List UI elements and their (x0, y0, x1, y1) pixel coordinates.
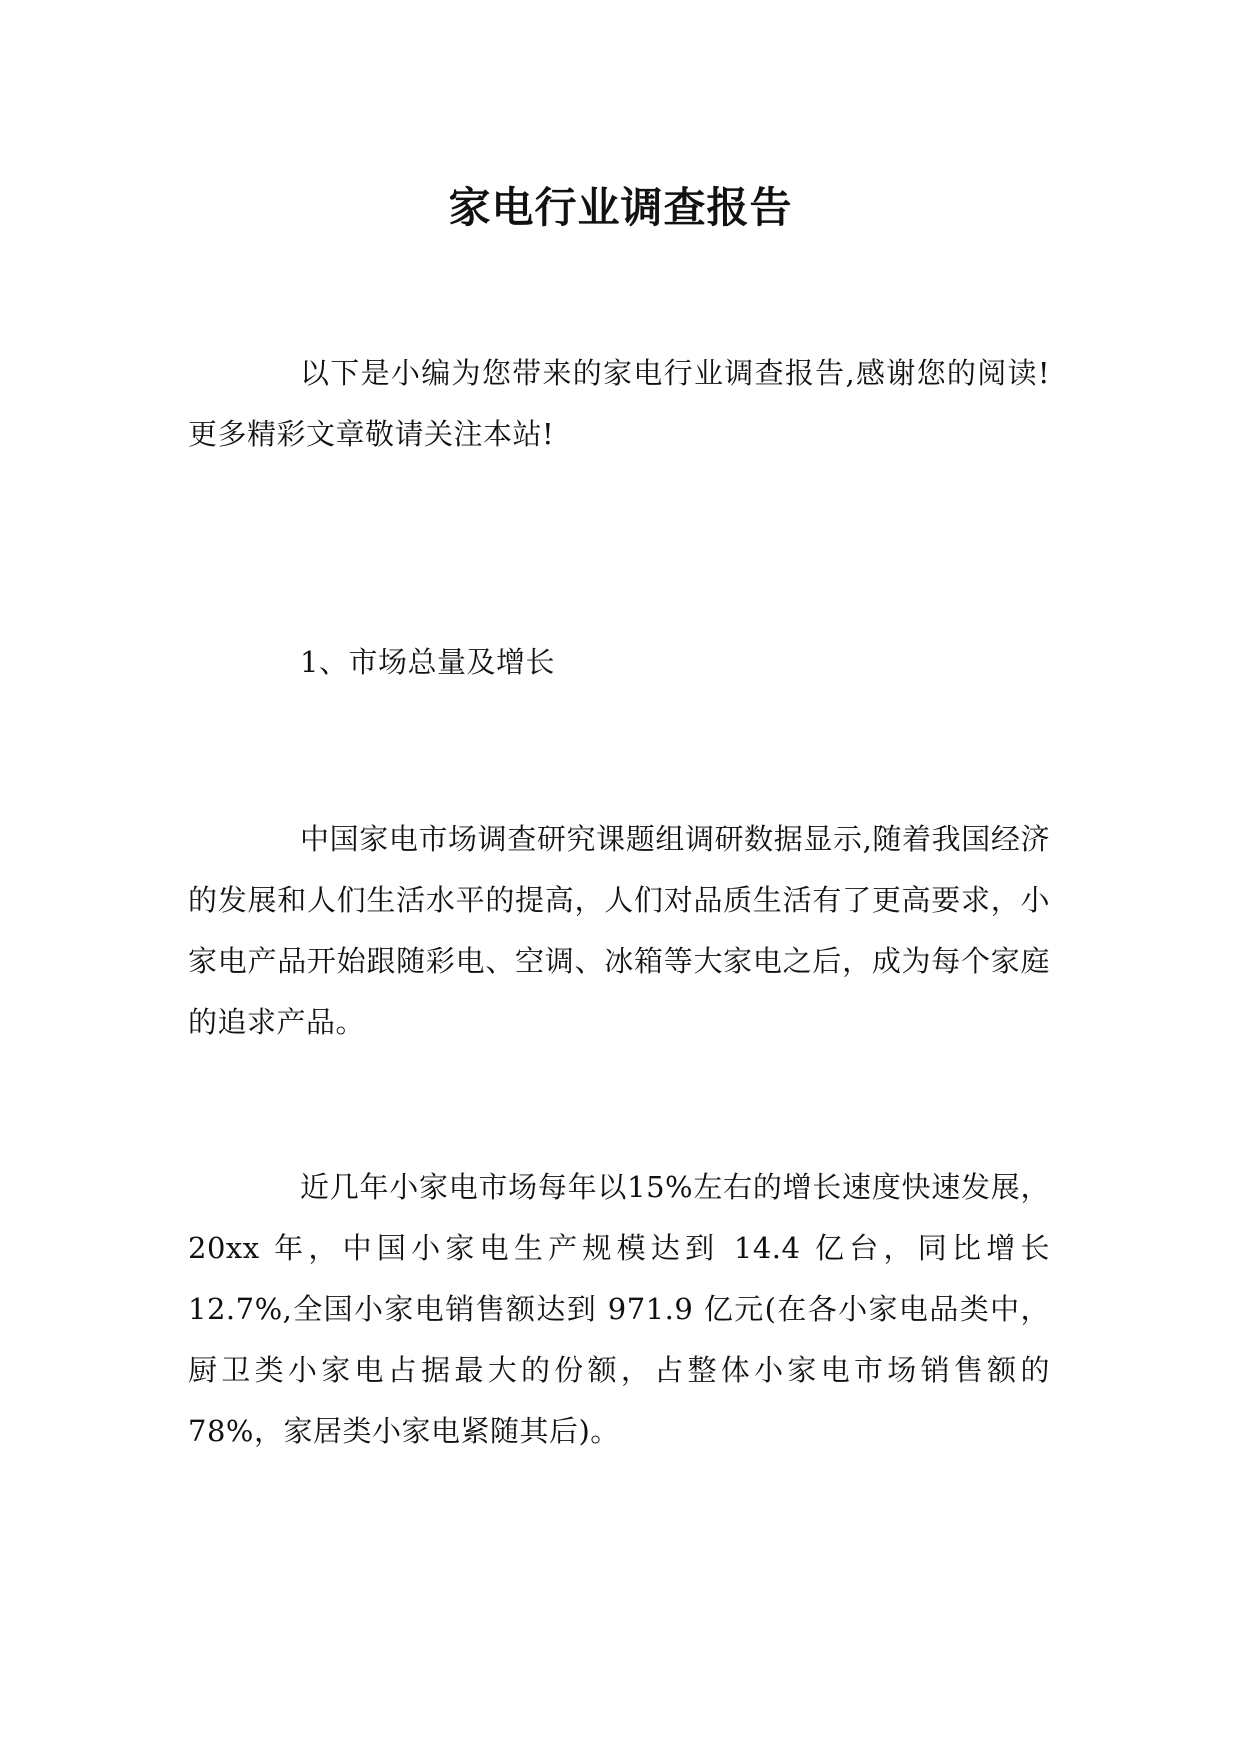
body-paragraph-1: 中国家电市场调查研究课题组调研数据显示,随着我国经济的发展和人们生活水平的提高，人们对品质生活有了更高要求，小家电产品开始跟随彩电、空调、冰箱等大家电之后，成为每个家庭的追求产品。 (188, 822, 1050, 1039)
document-title: 家电行业调查报告 (448, 183, 793, 233)
section-heading: 1、市场总量及增长 (300, 645, 555, 679)
intro-paragraph: 以下是小编为您带来的家电行业调查报告,感谢您的阅读!更多精彩文章敬请关注本站! (188, 356, 1050, 451)
body-paragraph-2: 近几年小家电市场每年以15%左右的增长速度快速发展，20xx 年，中国小家电生产规模达到 14.4 亿台，同比增长 12.7%,全国小家电销售额达到 971.9 亿元(在各小家电品类中，厨卫类小家电占据最大的份额，占整体小家电市场销售额的 78%，家居类小家电紧随其后)。 (188, 1170, 1050, 1448)
